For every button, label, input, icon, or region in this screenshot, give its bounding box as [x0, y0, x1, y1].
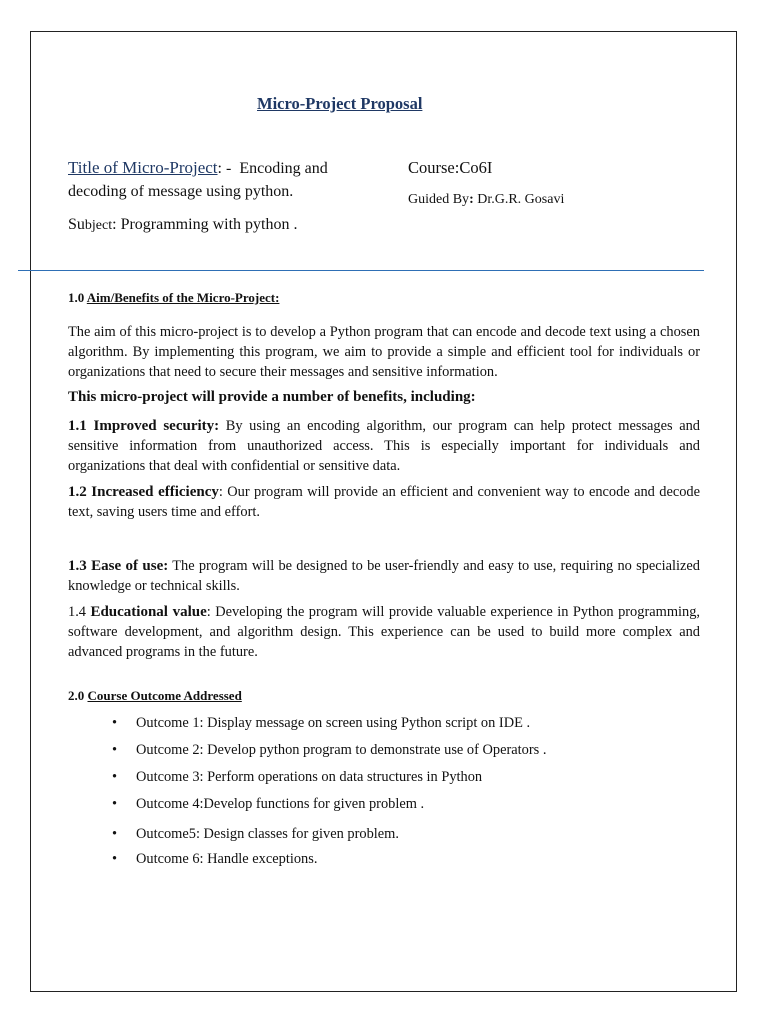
section-2-title: Course Outcome Addressed: [87, 688, 242, 703]
bullet-icon: •: [112, 742, 118, 758]
bullet-icon: •: [112, 715, 118, 731]
guided-by-colon: :: [469, 192, 474, 207]
benefit-1: [68, 416, 700, 476]
list-item: [112, 742, 546, 759]
section-1-number: 1.0: [68, 290, 85, 305]
header-divider: [18, 270, 704, 271]
project-title-block: [68, 156, 388, 203]
benefit-4-number: 1.4: [68, 604, 86, 620]
benefit-2-text: : Our program will provide an efficient and convenient way to encode and decode text, saving users time and effort.: [68, 484, 701, 520]
bullet-icon: •: [112, 851, 118, 867]
section-2-heading: [68, 688, 242, 704]
list-item: [112, 796, 424, 813]
benefits-intro: This micro-project will provide a number of benefits, including:: [68, 389, 476, 405]
outcome-text: Outcome 4:Develop functions for given problem .: [136, 796, 425, 812]
outcome-text: Outcome 1: Display message on screen using Python script on IDE .: [136, 715, 531, 731]
section-1-title: Aim/Benefits of the Micro-Project:: [86, 290, 280, 305]
benefit-1-text: By using an encoding algorithm, our program can help protect messages and sensitive information from unauthorized access. This is especially important for individuals and organizations that deal with confidential or sensitive data.: [68, 418, 700, 474]
benefit-2-heading-b: ncreased efficiency: [97, 484, 219, 500]
benefit-4-text: : Developing the program will provide valuable experience in Python programming, software development, and algorithm design. This experience can be used to build more complex and advanced programs in the future.: [68, 604, 700, 660]
subject-label-a: Su: [68, 216, 85, 233]
benefit-1-heading: 1.1 Improved security:: [68, 418, 220, 434]
guided-by-value: Dr.G.R. Gosavi: [477, 192, 565, 207]
benefit-4-heading: Educational value: [90, 604, 207, 620]
subject-colon: :: [112, 216, 117, 233]
benefit-3: [68, 556, 700, 596]
benefit-4: [68, 602, 700, 662]
list-item: [112, 851, 317, 868]
course-label: Course:Co6I: [408, 158, 493, 177]
outcome-text: Outcome 2: Develop python program to demonstrate use of Operators .: [136, 742, 547, 758]
subject-line: [68, 216, 297, 234]
section-2-number: 2.0: [68, 688, 85, 703]
subject-value: Programming with python .: [120, 216, 298, 233]
bullet-icon: •: [112, 826, 118, 842]
benefit-3-heading: 1.3 Ease of use:: [68, 558, 169, 574]
list-item: [112, 826, 399, 843]
list-item: [112, 715, 530, 732]
section-1-heading: [68, 290, 279, 306]
outcome-text: Outcome5: Design classes for given problem.: [136, 826, 399, 842]
benefit-3-text: The program will be designed to be user-friendly and easy to use, requiring no specialized knowledge or technical skills.: [68, 558, 700, 594]
project-title-label: Title of Micro-Project: [68, 158, 218, 177]
project-title-value: Encoding and decoding of message using python.: [68, 160, 328, 200]
outcome-text: Outcome 6: Handle exceptions.: [136, 851, 318, 867]
benefit-2: [68, 482, 700, 522]
project-title-separator: : -: [217, 160, 232, 177]
guided-by-label: Guided By: [408, 192, 470, 207]
bullet-icon: •: [112, 796, 118, 812]
guided-by: [408, 192, 564, 208]
benefit-2-heading-a: 1.2 I: [68, 484, 98, 500]
list-item: [112, 769, 482, 786]
outcome-text: Outcome 3: Perform operations on data structures in Python: [136, 769, 483, 785]
document-title: Micro-Project Proposal: [257, 94, 423, 113]
aim-paragraph: The aim of this micro-project is to develop a Python program that can encode and decode text using a chosen algorithm. By implementing this program, we aim to provide a simple and efficient tool for individuals or organizations that need to secure their messages and sensitive information.: [68, 324, 700, 380]
subject-label-b: bject: [84, 218, 113, 233]
bullet-icon: •: [112, 769, 118, 785]
